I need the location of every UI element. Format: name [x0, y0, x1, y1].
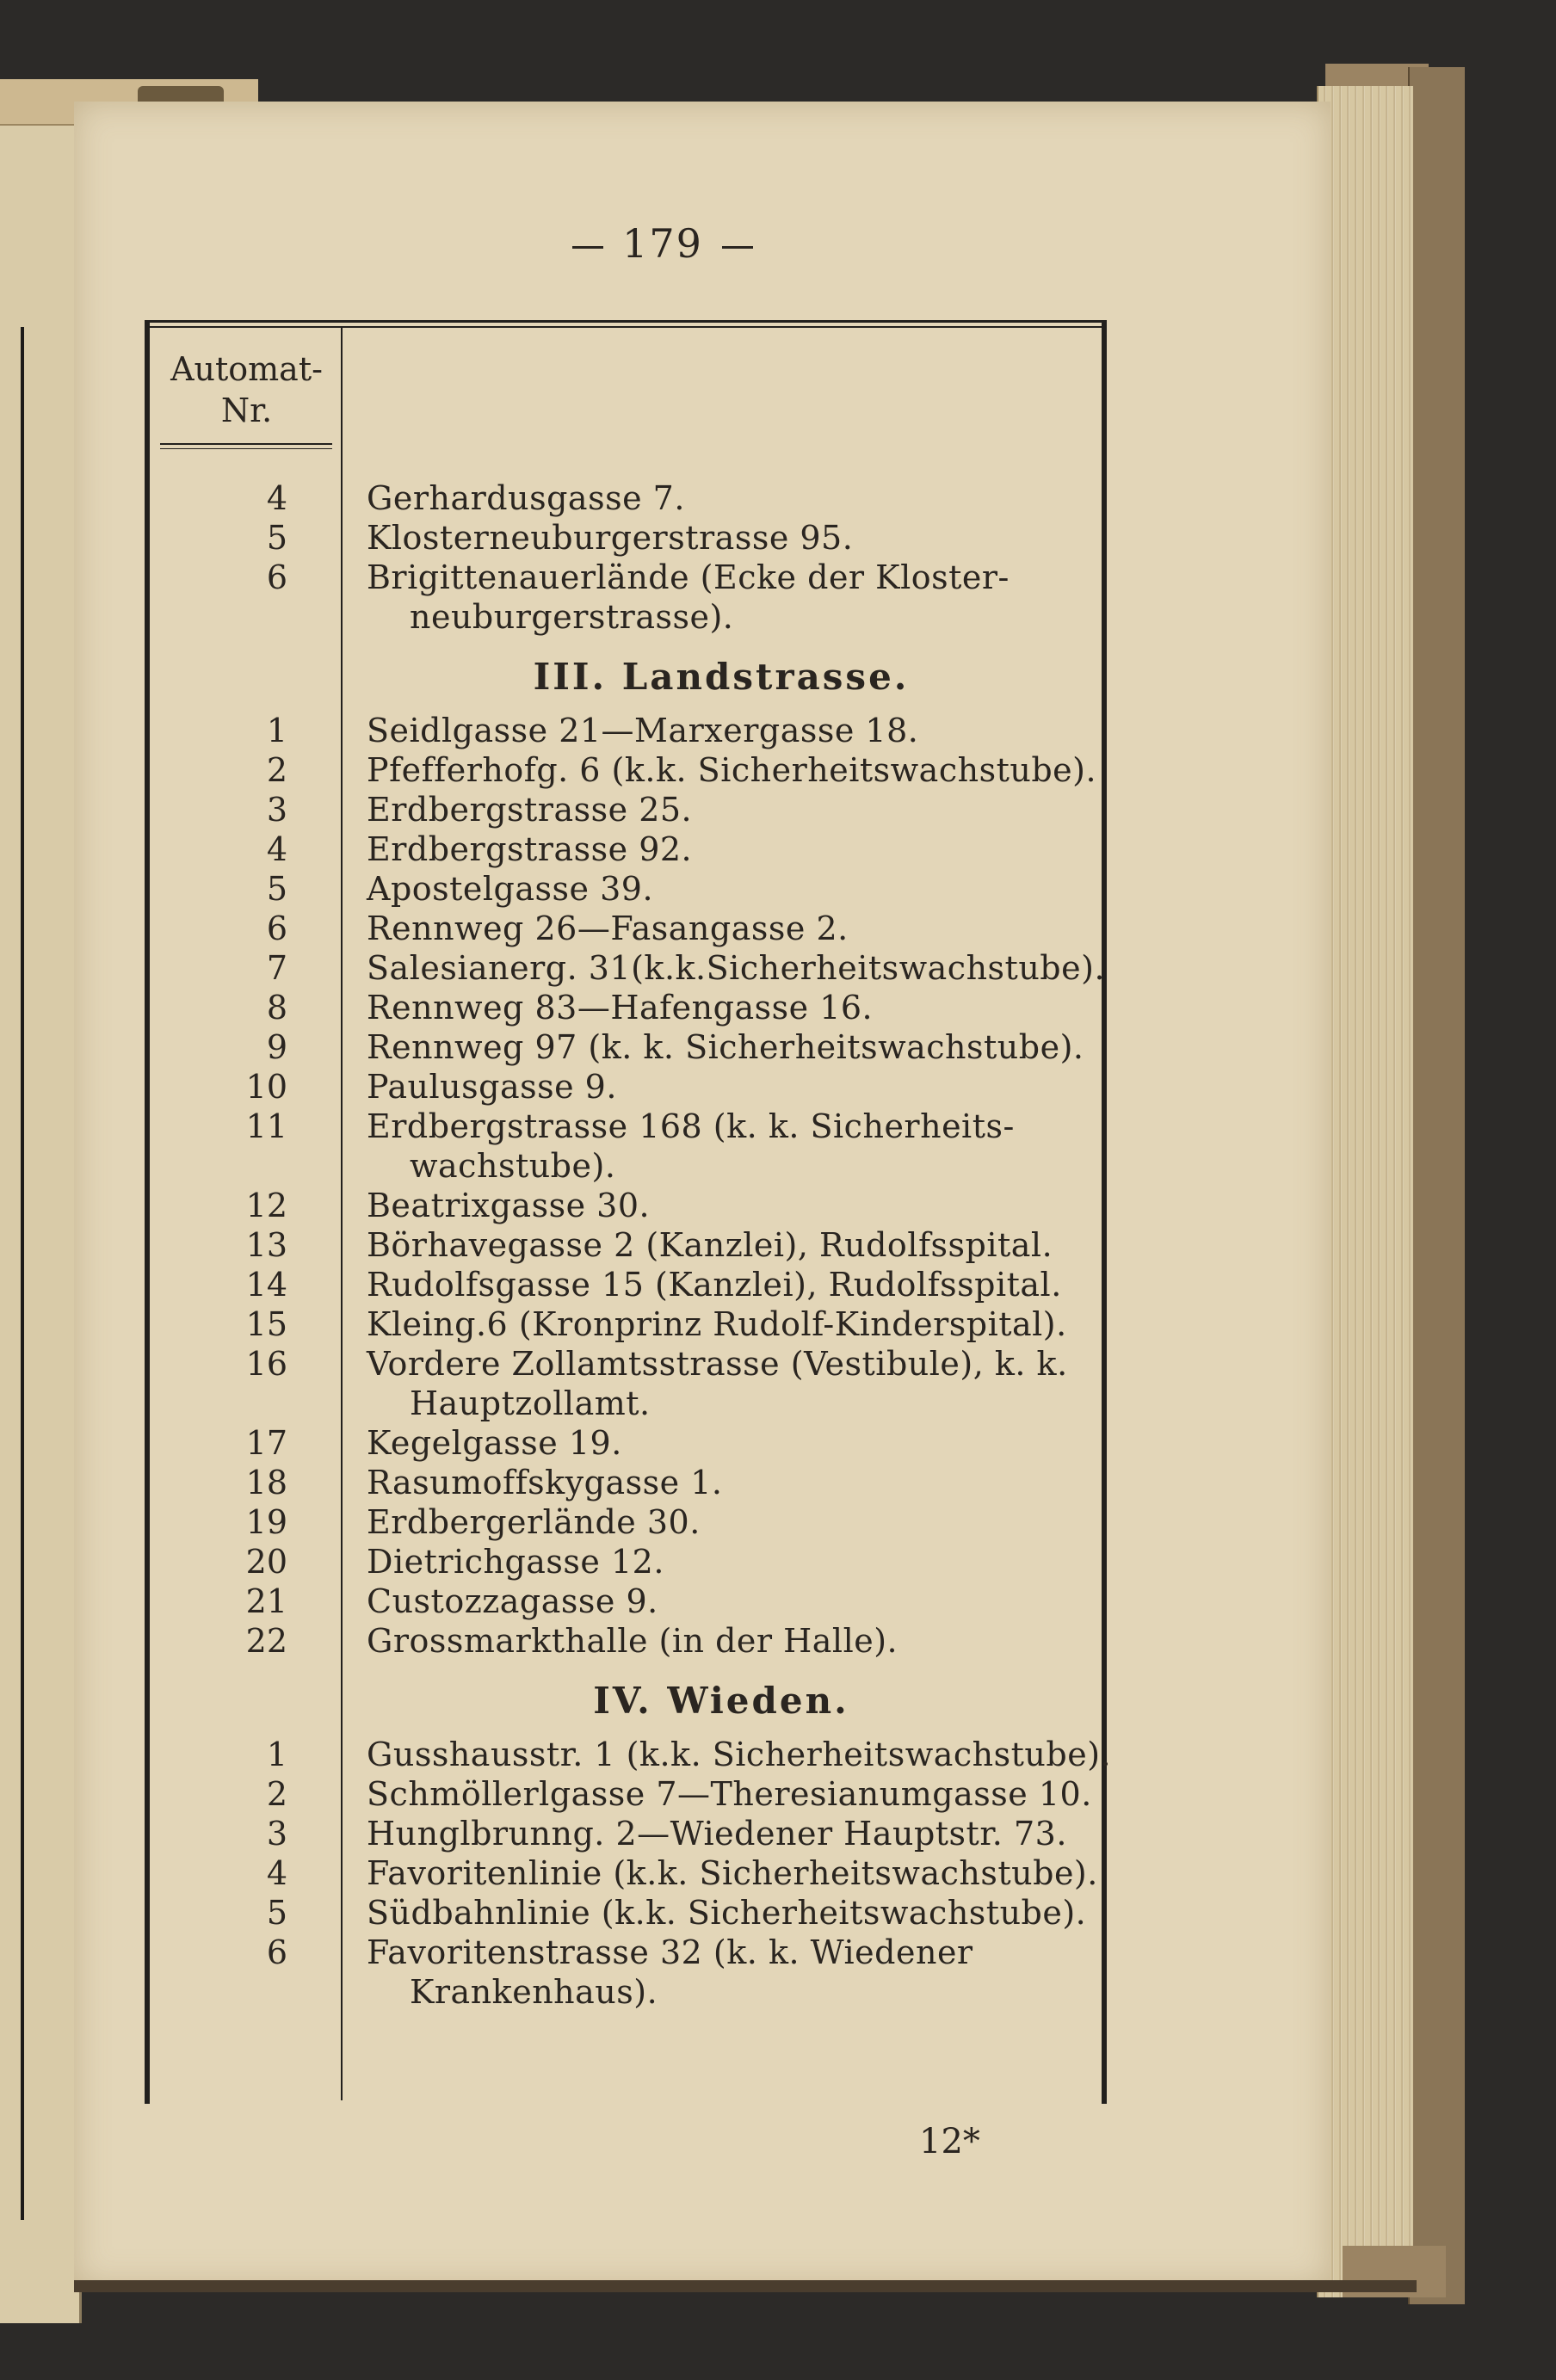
left-page-rule: [21, 327, 24, 2220]
list-item-continuation: [145, 1972, 1100, 2012]
automat-location: Brigittenauerlände (Ecke der Kloster-: [367, 558, 1010, 596]
automat-number: 15: [245, 1305, 287, 1343]
list-item: [145, 1774, 1100, 1814]
list-item: [145, 948, 1106, 988]
automat-location: wachstube).: [410, 1147, 616, 1185]
automat-number: 10: [245, 1068, 287, 1106]
list-item: [145, 750, 1100, 790]
list-item: [145, 558, 1100, 597]
list-item: [145, 1107, 1100, 1146]
automat-number: 11: [245, 1107, 287, 1145]
automat-number: 5: [266, 519, 287, 557]
list-item: [145, 829, 1100, 869]
list-item: [145, 1067, 1100, 1107]
list-item: [145, 1933, 1100, 1972]
automat-location: neuburgerstrasse).: [410, 598, 734, 636]
automat-number: 13: [245, 1226, 287, 1264]
automat-list: [145, 478, 1112, 2012]
automat-number: 3: [266, 791, 287, 829]
automat-number: 5: [266, 870, 287, 908]
automat-location: Schmöllerlgasse 7—Theresianumgasse 10.: [367, 1775, 1092, 1813]
page-header: [482, 220, 843, 267]
list-item: [145, 1225, 1100, 1265]
automat-location: Rennweg 83—Hafengasse 16.: [367, 989, 874, 1027]
automat-location: Apostelgasse 39.: [367, 870, 654, 908]
automat-location: Pfefferhofg. 6 (k.k. Sicherheitswachstube).: [367, 751, 1097, 789]
page-number: 179: [622, 220, 703, 267]
automat-location: Gusshausstr. 1 (k.k. Sicherheitswachstube).: [367, 1736, 1112, 1773]
automat-number: 16: [245, 1345, 287, 1383]
automat-location: Erdbergstrasse 25.: [367, 791, 693, 829]
column-header-line-2: Nr.: [220, 392, 273, 429]
list-item: [145, 1344, 1100, 1384]
header-dash-left: [572, 246, 603, 249]
automat-location: Erdbergstrasse 92.: [367, 830, 693, 868]
frame-top-rule: [150, 326, 1102, 328]
section-title: IV. Wieden.: [593, 1680, 849, 1722]
list-item: [145, 1893, 1100, 1933]
automat-location: Gerhardusgasse 7.: [367, 479, 685, 517]
list-item: [145, 1542, 1100, 1582]
automat-number: 2: [266, 751, 287, 789]
bottom-cover-band: [74, 2280, 1417, 2292]
list-item: [145, 1423, 1100, 1463]
automat-number: 7: [266, 949, 287, 987]
automat-number: 12: [245, 1187, 287, 1224]
automat-number: 2: [266, 1775, 287, 1813]
header-rule: [160, 443, 332, 445]
automat-location: Rudolfsgasse 15 (Kanzlei), Rudolfsspital.: [367, 1266, 1062, 1304]
section-title: III. Landstrasse.: [533, 656, 910, 698]
automat-location: Börhavegasse 2 (Kanzlei), Rudolfsspital.: [367, 1226, 1053, 1264]
column-header-line-1: Automat-: [170, 350, 323, 388]
list-item-continuation: [145, 1146, 1100, 1186]
automat-number: 5: [266, 1894, 287, 1932]
header-rule-thin: [160, 448, 332, 449]
page-stack: [1317, 86, 1413, 2297]
automat-number: 9: [266, 1028, 287, 1066]
automat-number: 20: [245, 1543, 287, 1581]
automat-number: 1: [266, 1736, 287, 1773]
list-item: [145, 518, 1100, 558]
automat-location: Paulusgasse 9.: [367, 1068, 617, 1106]
left-page-edge: [0, 120, 82, 2323]
list-item: [145, 1814, 1100, 1853]
automat-location: Rennweg 26—Fasangasse 2.: [367, 909, 849, 947]
list-item-continuation: [145, 597, 1100, 637]
list-item: [145, 711, 1100, 750]
list-item: [145, 988, 1100, 1027]
automat-location: Krankenhaus).: [410, 1973, 658, 2011]
automat-number: 6: [266, 1933, 287, 1971]
automat-location: Dietrichgasse 12.: [367, 1543, 664, 1581]
list-item: [145, 1582, 1100, 1621]
list-item: [145, 1027, 1100, 1067]
automat-location: Klosterneuburgerstrasse 95.: [367, 519, 854, 557]
list-item: [145, 790, 1100, 829]
automat-location: Favoritenlinie (k.k. Sicherheitswachstube).: [367, 1854, 1098, 1892]
automat-location: Vordere Zollamtsstrasse (Vestibule), k. k.: [367, 1345, 1068, 1383]
automat-number: 18: [245, 1464, 287, 1501]
automat-number: 22: [245, 1622, 287, 1660]
cover-edge: [1408, 67, 1465, 2304]
list-item: [145, 869, 1100, 909]
section-heading: [145, 637, 1100, 711]
automat-number: 19: [245, 1503, 287, 1541]
automat-location: Rasumoffskygasse 1.: [367, 1464, 723, 1501]
list-item: [145, 1853, 1100, 1893]
automat-location: Hunglbrunng. 2—Wiedener Hauptstr. 73.: [367, 1815, 1067, 1853]
list-item: [145, 1463, 1100, 1502]
automat-number: 1: [266, 712, 287, 749]
automat-number: 4: [266, 830, 287, 868]
list-item: [145, 478, 1100, 518]
automat-number: 4: [266, 479, 287, 517]
automat-location: Grossmarkthalle (in der Halle).: [367, 1622, 898, 1660]
list-item: [145, 1186, 1100, 1225]
list-item: [145, 909, 1100, 948]
list-item: [145, 1304, 1100, 1344]
automat-location: Favoritenstrasse 32 (k. k. Wiedener: [367, 1933, 973, 1971]
column-header: [158, 348, 335, 431]
list-item: [145, 1265, 1100, 1304]
header-dash-right: [722, 246, 753, 249]
automat-location: Kegelgasse 19.: [367, 1424, 622, 1462]
automat-number: 8: [266, 989, 287, 1027]
automat-number: 21: [245, 1582, 287, 1620]
list-item: [145, 1502, 1100, 1542]
automat-location: Custozzagasse 9.: [367, 1582, 658, 1620]
automat-number: 4: [266, 1854, 287, 1892]
automat-location: Kleing.6 (Kronprinz Rudolf-Kinderspital).: [367, 1305, 1067, 1343]
automat-location: Seidlgasse 21—Marxergasse 18.: [367, 712, 919, 749]
automat-location: Hauptzollamt.: [410, 1384, 651, 1422]
automat-number: 3: [266, 1815, 287, 1853]
list-item-continuation: [145, 1384, 1100, 1423]
automat-location: Erdbergstrasse 168 (k. k. Sicherheits-: [367, 1107, 1015, 1145]
automat-number: 14: [245, 1266, 287, 1304]
signature-mark: 12*: [919, 2122, 980, 2161]
list-item: [145, 1735, 1112, 1774]
automat-location: Erdbergerlände 30.: [367, 1503, 701, 1541]
section-heading: [145, 1661, 1100, 1735]
automat-number: 6: [266, 909, 287, 947]
automat-location: Beatrixgasse 30.: [367, 1187, 651, 1224]
automat-location: Salesianerg. 31(k.k.Sicherheitswachstube).: [367, 949, 1106, 987]
automat-number: 17: [245, 1424, 287, 1462]
list-item: [145, 1621, 1100, 1661]
automat-location: Rennweg 97 (k. k. Sicherheitswachstube).: [367, 1028, 1084, 1066]
automat-location: Südbahnlinie (k.k. Sicherheitswachstube).: [367, 1894, 1087, 1932]
automat-number: 6: [266, 558, 287, 596]
